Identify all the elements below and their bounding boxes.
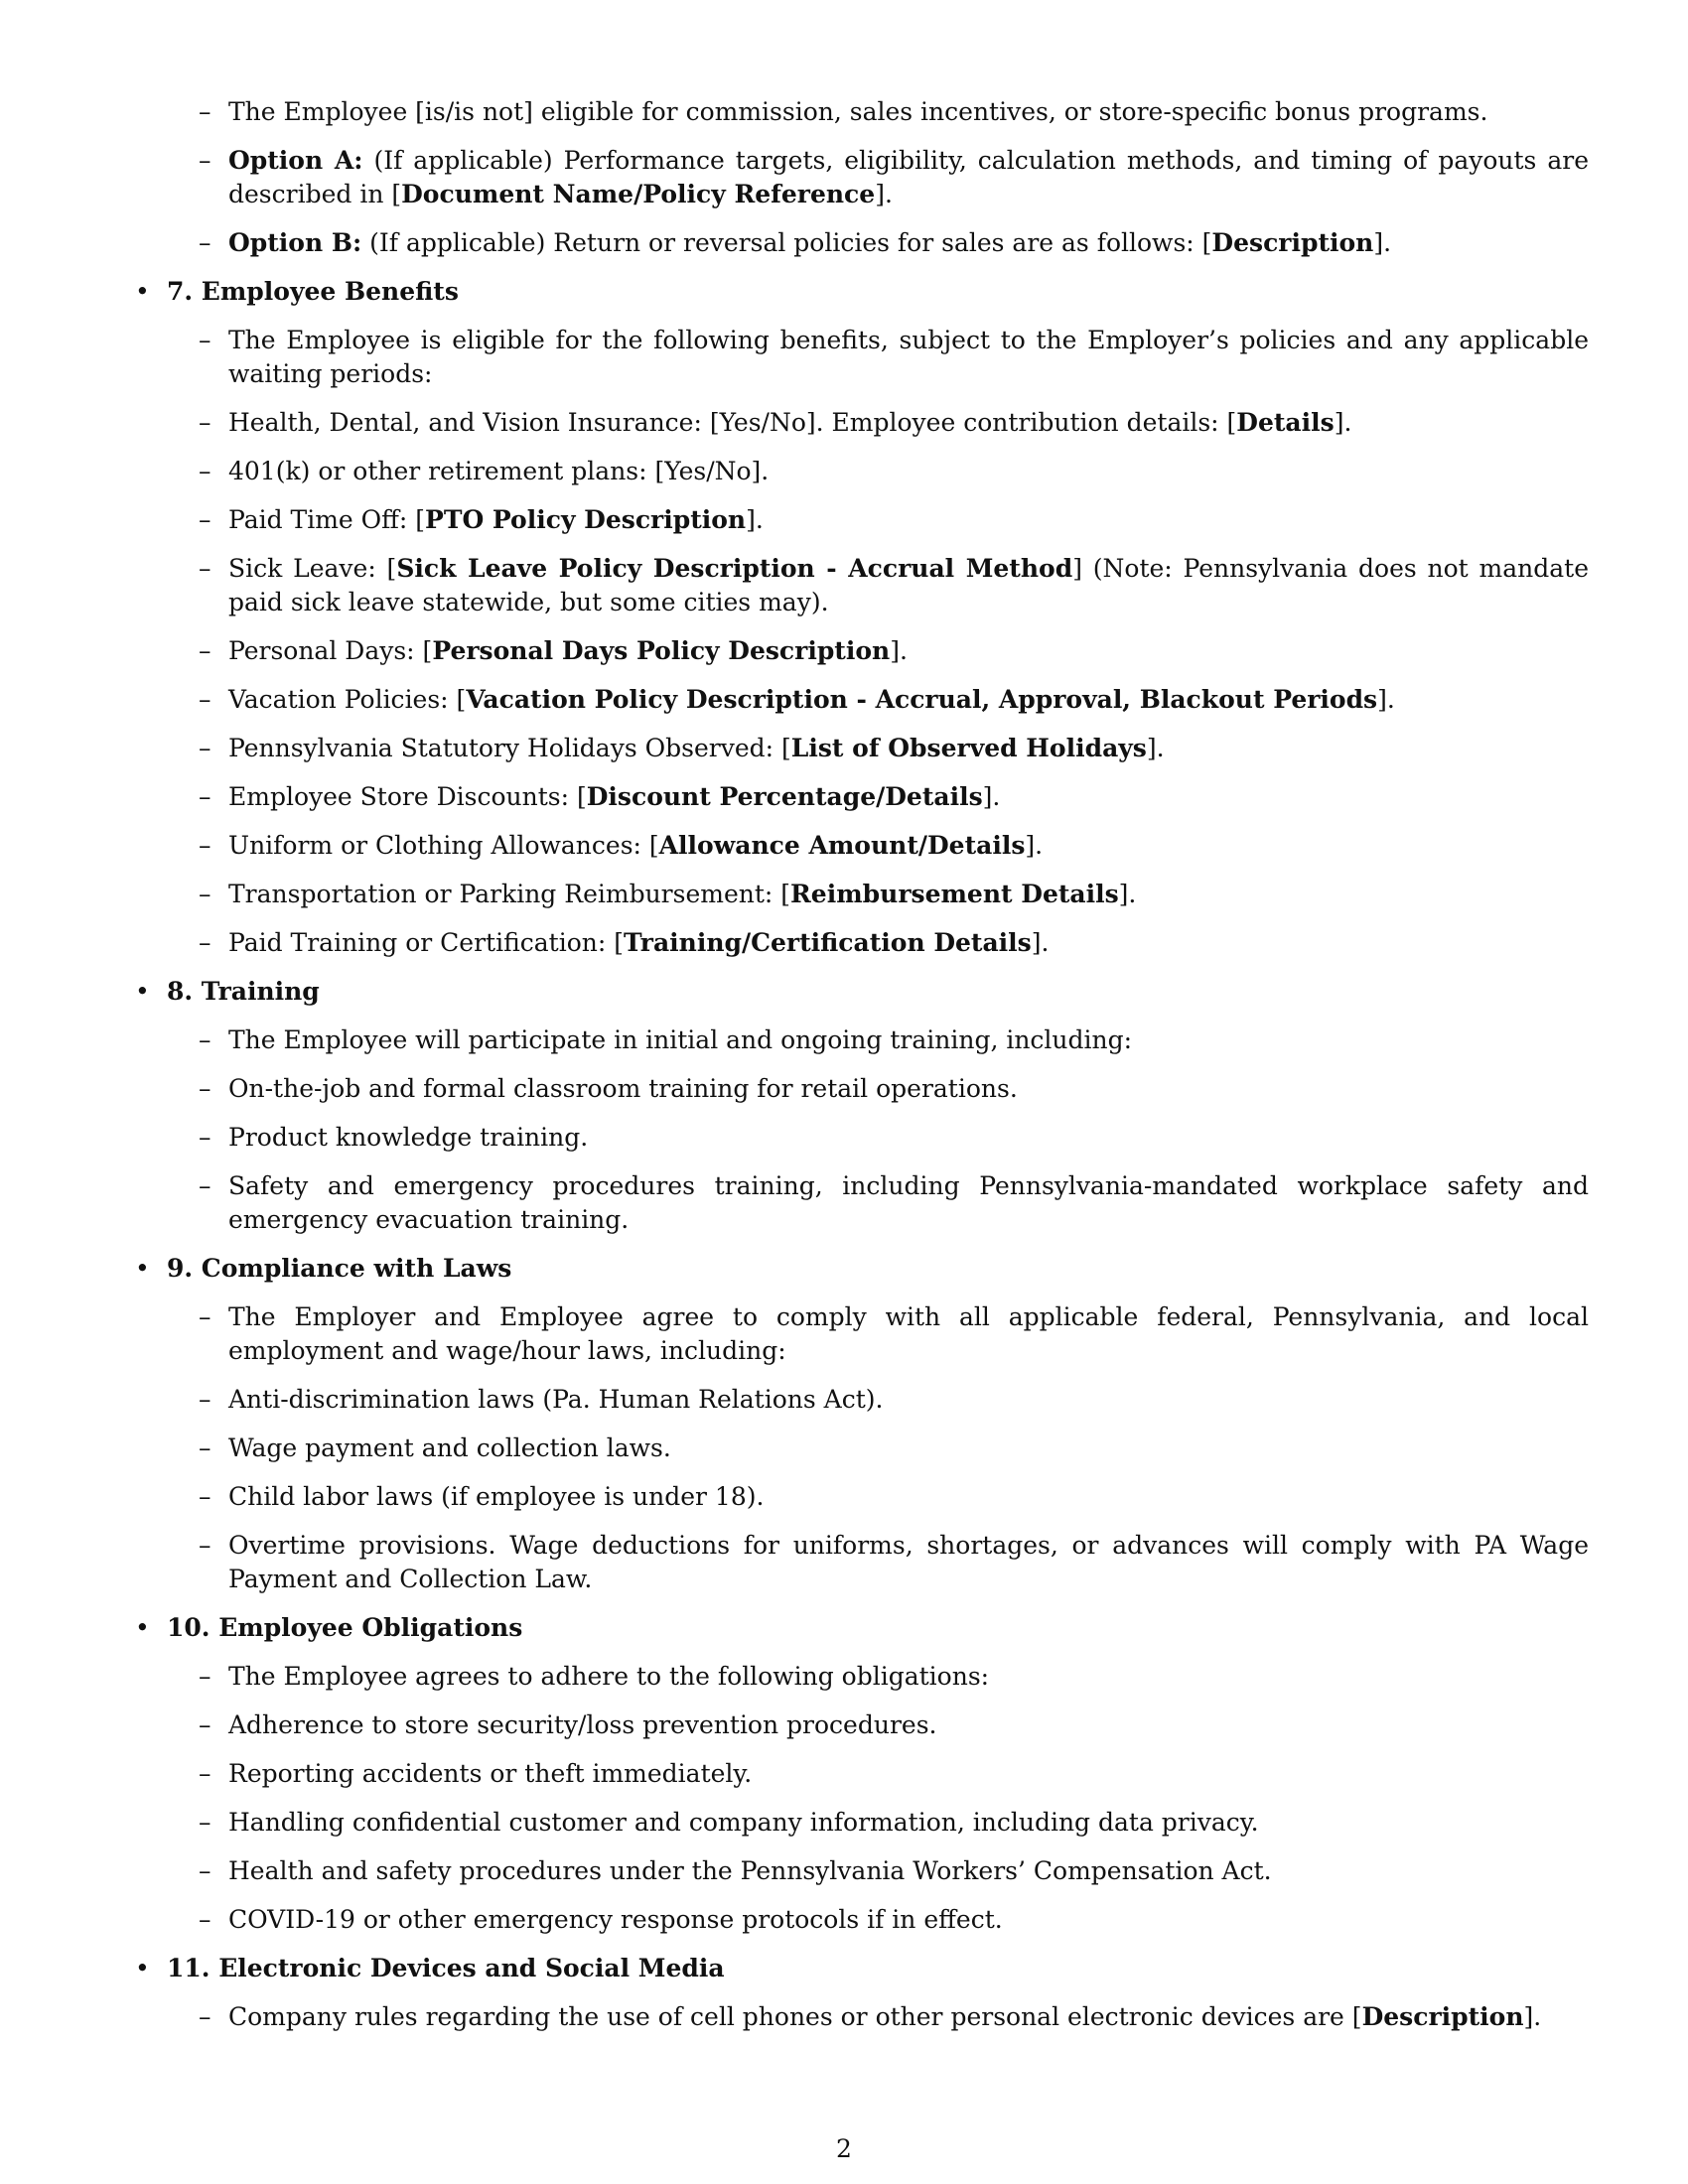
emphasized-text: Option A: bbox=[228, 146, 363, 175]
dash-marker: – bbox=[199, 97, 211, 126]
list-item bbox=[127, 1169, 1589, 1237]
emphasized-text: Document Name/Policy Reference bbox=[401, 180, 876, 208]
list-item bbox=[127, 780, 1589, 814]
bullet-marker: • bbox=[135, 277, 150, 306]
item-text: Employee Store Discounts: [ bbox=[228, 782, 587, 811]
bullet-marker: • bbox=[135, 1254, 150, 1283]
item-text: ]. bbox=[982, 782, 1001, 811]
item-text: The Employee is eligible for the following benefits, subject to the Employer’s policies and any applicable waiting periods: bbox=[228, 326, 1589, 388]
emphasized-text: Discount Percentage/Details bbox=[586, 782, 983, 811]
dash-marker: – bbox=[199, 1905, 211, 1934]
item-text: ]. bbox=[1146, 734, 1165, 762]
dash-marker: – bbox=[199, 505, 211, 534]
bullet-marker: • bbox=[135, 1613, 150, 1642]
dash-marker: – bbox=[199, 1074, 211, 1103]
dash-marker: – bbox=[199, 831, 211, 860]
list-item bbox=[127, 1660, 1589, 1694]
list-item bbox=[127, 926, 1589, 960]
item-text: ]. bbox=[1118, 880, 1137, 908]
dash-marker: – bbox=[199, 228, 211, 257]
dash-marker: – bbox=[199, 1856, 211, 1885]
item-text: On-the-job and formal classroom training for retail operations. bbox=[228, 1074, 1018, 1103]
item-text: ]. bbox=[875, 180, 893, 208]
item-text: Anti-discrimination laws (Pa. Human Relations Act). bbox=[228, 1385, 884, 1414]
section-heading: 9. Compliance with Laws bbox=[167, 1254, 512, 1283]
dash-marker: – bbox=[199, 928, 211, 957]
item-text: Sick Leave: [ bbox=[228, 554, 397, 583]
emphasized-text: PTO Policy Description bbox=[425, 505, 747, 534]
item-text: Handling confidential customer and company information, including data privacy. bbox=[228, 1808, 1259, 1837]
item-text: ]. bbox=[1377, 685, 1395, 714]
item-text: COVID-19 or other emergency response protocols if in effect. bbox=[228, 1905, 1003, 1934]
dash-marker: – bbox=[199, 636, 211, 665]
item-text: Pennsylvania Statutory Holidays Observed: [ bbox=[228, 734, 791, 762]
section-heading: 8. Training bbox=[167, 977, 320, 1006]
dash-marker: – bbox=[199, 1710, 211, 1739]
dash-marker: – bbox=[199, 408, 211, 437]
dash-marker: – bbox=[199, 1662, 211, 1691]
dash-marker: – bbox=[199, 326, 211, 354]
sub-list bbox=[127, 324, 1589, 960]
list-item bbox=[127, 2000, 1589, 2034]
item-text: Health, Dental, and Vision Insurance: [Yes/No]. Employee contribution details: [ bbox=[228, 408, 1237, 437]
section-list bbox=[127, 275, 1589, 2034]
dash-marker: – bbox=[199, 1025, 211, 1054]
sub-list bbox=[127, 1024, 1589, 1237]
section-heading: 10. Employee Obligations bbox=[167, 1613, 523, 1642]
dash-marker: – bbox=[199, 1123, 211, 1152]
list-item bbox=[127, 1383, 1589, 1417]
list-item bbox=[127, 1072, 1589, 1106]
list-item bbox=[127, 1024, 1589, 1057]
dash-marker: – bbox=[199, 1302, 211, 1331]
list-item bbox=[127, 406, 1589, 440]
item-text: ]. bbox=[1031, 928, 1050, 957]
emphasized-text: List of Observed Holidays bbox=[790, 734, 1147, 762]
dash-marker: – bbox=[199, 734, 211, 762]
item-text: The Employee will participate in initial and ongoing training, including: bbox=[228, 1025, 1133, 1054]
list-item bbox=[127, 829, 1589, 863]
list-item bbox=[127, 552, 1589, 619]
section-item bbox=[127, 975, 1589, 1237]
list-item bbox=[127, 144, 1589, 211]
item-text: ] (Note: Pennsylvania does not mandate paid sick leave statewide, but some cities may). bbox=[228, 554, 1590, 616]
emphasized-text: Description bbox=[1361, 2002, 1524, 2031]
dash-marker: – bbox=[199, 554, 211, 583]
item-text: ]. bbox=[1334, 408, 1352, 437]
item-text: Paid Training or Certification: [ bbox=[228, 928, 624, 957]
emphasized-text: Sick Leave Policy Description - Accrual Method bbox=[396, 554, 1073, 583]
sub-list bbox=[127, 1660, 1589, 1937]
list-item bbox=[127, 1529, 1589, 1596]
dash-marker: – bbox=[199, 457, 211, 485]
emphasized-text: Details bbox=[1236, 408, 1335, 437]
dash-marker: – bbox=[199, 685, 211, 714]
item-text: ]. bbox=[1373, 228, 1392, 257]
item-text: Personal Days: [ bbox=[228, 636, 433, 665]
dash-marker: – bbox=[199, 1808, 211, 1837]
item-text: Company rules regarding the use of cell phones or other personal electronic devices are [ bbox=[228, 2002, 1362, 2031]
section-item bbox=[127, 1252, 1589, 1596]
item-text: The Employer and Employee agree to comply with all applicable federal, Pennsylvania, and local employment and wage/hour laws, including: bbox=[228, 1302, 1589, 1365]
dash-marker: – bbox=[199, 1482, 211, 1511]
list-item bbox=[127, 683, 1589, 717]
list-item bbox=[127, 1903, 1589, 1937]
emphasized-text: Personal Days Policy Description bbox=[432, 636, 891, 665]
dash-marker: – bbox=[199, 1433, 211, 1462]
page-number: 2 bbox=[836, 2134, 852, 2163]
list-item bbox=[127, 1432, 1589, 1465]
emphasized-text: Description bbox=[1211, 228, 1374, 257]
item-text: Safety and emergency procedures training, including Pennsylvania-mandated workplace safety and emergency evacuation training. bbox=[228, 1171, 1589, 1234]
item-text: The Employee agrees to adhere to the following obligations: bbox=[228, 1662, 990, 1691]
section-heading: 11. Electronic Devices and Social Media bbox=[167, 1954, 725, 1982]
item-text: ]. bbox=[1523, 2002, 1542, 2031]
document-body bbox=[127, 95, 1589, 2049]
list-item bbox=[127, 1854, 1589, 1888]
item-text: (If applicable) Performance targets, eligibility, calculation methods, and timing of payouts are described in [ bbox=[228, 146, 1589, 208]
list-item bbox=[127, 1480, 1589, 1514]
dash-marker: – bbox=[199, 880, 211, 908]
section-item bbox=[127, 275, 1589, 960]
list-item bbox=[127, 226, 1589, 260]
item-text: Transportation or Parking Reimbursement: [ bbox=[228, 880, 791, 908]
section-heading: 7. Employee Benefits bbox=[167, 277, 459, 306]
item-text: 401(k) or other retirement plans: [Yes/No]. bbox=[228, 457, 770, 485]
dash-marker: – bbox=[199, 782, 211, 811]
item-text: Health and safety procedures under the Pennsylvania Workers’ Compensation Act. bbox=[228, 1856, 1272, 1885]
dash-marker: – bbox=[199, 1759, 211, 1788]
list-item bbox=[127, 95, 1589, 129]
list-item bbox=[127, 878, 1589, 911]
item-text: Paid Time Off: [ bbox=[228, 505, 426, 534]
dash-marker: – bbox=[199, 1171, 211, 1200]
continued-sub-list bbox=[127, 95, 1589, 260]
list-item bbox=[127, 503, 1589, 537]
emphasized-text: Allowance Amount/Details bbox=[658, 831, 1026, 860]
item-text: Child labor laws (if employee is under 18). bbox=[228, 1482, 765, 1511]
item-text: Uniform or Clothing Allowances: [ bbox=[228, 831, 659, 860]
emphasized-text: Training/Certification Details bbox=[624, 928, 1032, 957]
item-text: Adherence to store security/loss prevention procedures. bbox=[228, 1710, 937, 1739]
list-item bbox=[127, 1300, 1589, 1368]
list-item bbox=[127, 634, 1589, 668]
item-text: Overtime provisions. Wage deductions for uniforms, shortages, or advances will comply with PA Wage Payment and Collection Law. bbox=[228, 1531, 1589, 1593]
list-item bbox=[127, 1757, 1589, 1791]
item-text: Vacation Policies: [ bbox=[228, 685, 467, 714]
sub-list bbox=[127, 1300, 1589, 1596]
list-item bbox=[127, 1121, 1589, 1155]
emphasized-text: Vacation Policy Description - Accrual, Approval, Blackout Periods bbox=[466, 685, 1378, 714]
list-item bbox=[127, 455, 1589, 488]
dash-marker: – bbox=[199, 146, 211, 175]
list-item bbox=[127, 324, 1589, 391]
section-item bbox=[127, 1952, 1589, 2034]
bullet-marker: • bbox=[135, 1954, 150, 1982]
item-text: Wage payment and collection laws. bbox=[228, 1433, 671, 1462]
item-text: The Employee [is/is not] eligible for commission, sales incentives, or store-specific bonus programs. bbox=[228, 97, 1488, 126]
item-text: Product knowledge training. bbox=[228, 1123, 589, 1152]
sub-list bbox=[127, 2000, 1589, 2034]
section-item bbox=[127, 1611, 1589, 1937]
list-item bbox=[127, 1708, 1589, 1742]
dash-marker: – bbox=[199, 2002, 211, 2031]
item-text: ]. bbox=[746, 505, 764, 534]
item-text: ]. bbox=[1025, 831, 1044, 860]
dash-marker: – bbox=[199, 1531, 211, 1560]
bullet-marker: • bbox=[135, 977, 150, 1006]
dash-marker: – bbox=[199, 1385, 211, 1414]
item-text: ]. bbox=[890, 636, 908, 665]
list-item bbox=[127, 1806, 1589, 1840]
emphasized-text: Option B: bbox=[228, 228, 362, 257]
item-text: (If applicable) Return or reversal policies for sales are as follows: [ bbox=[361, 228, 1212, 257]
item-text: Reporting accidents or theft immediately. bbox=[228, 1759, 753, 1788]
list-item bbox=[127, 732, 1589, 765]
emphasized-text: Reimbursement Details bbox=[790, 880, 1119, 908]
